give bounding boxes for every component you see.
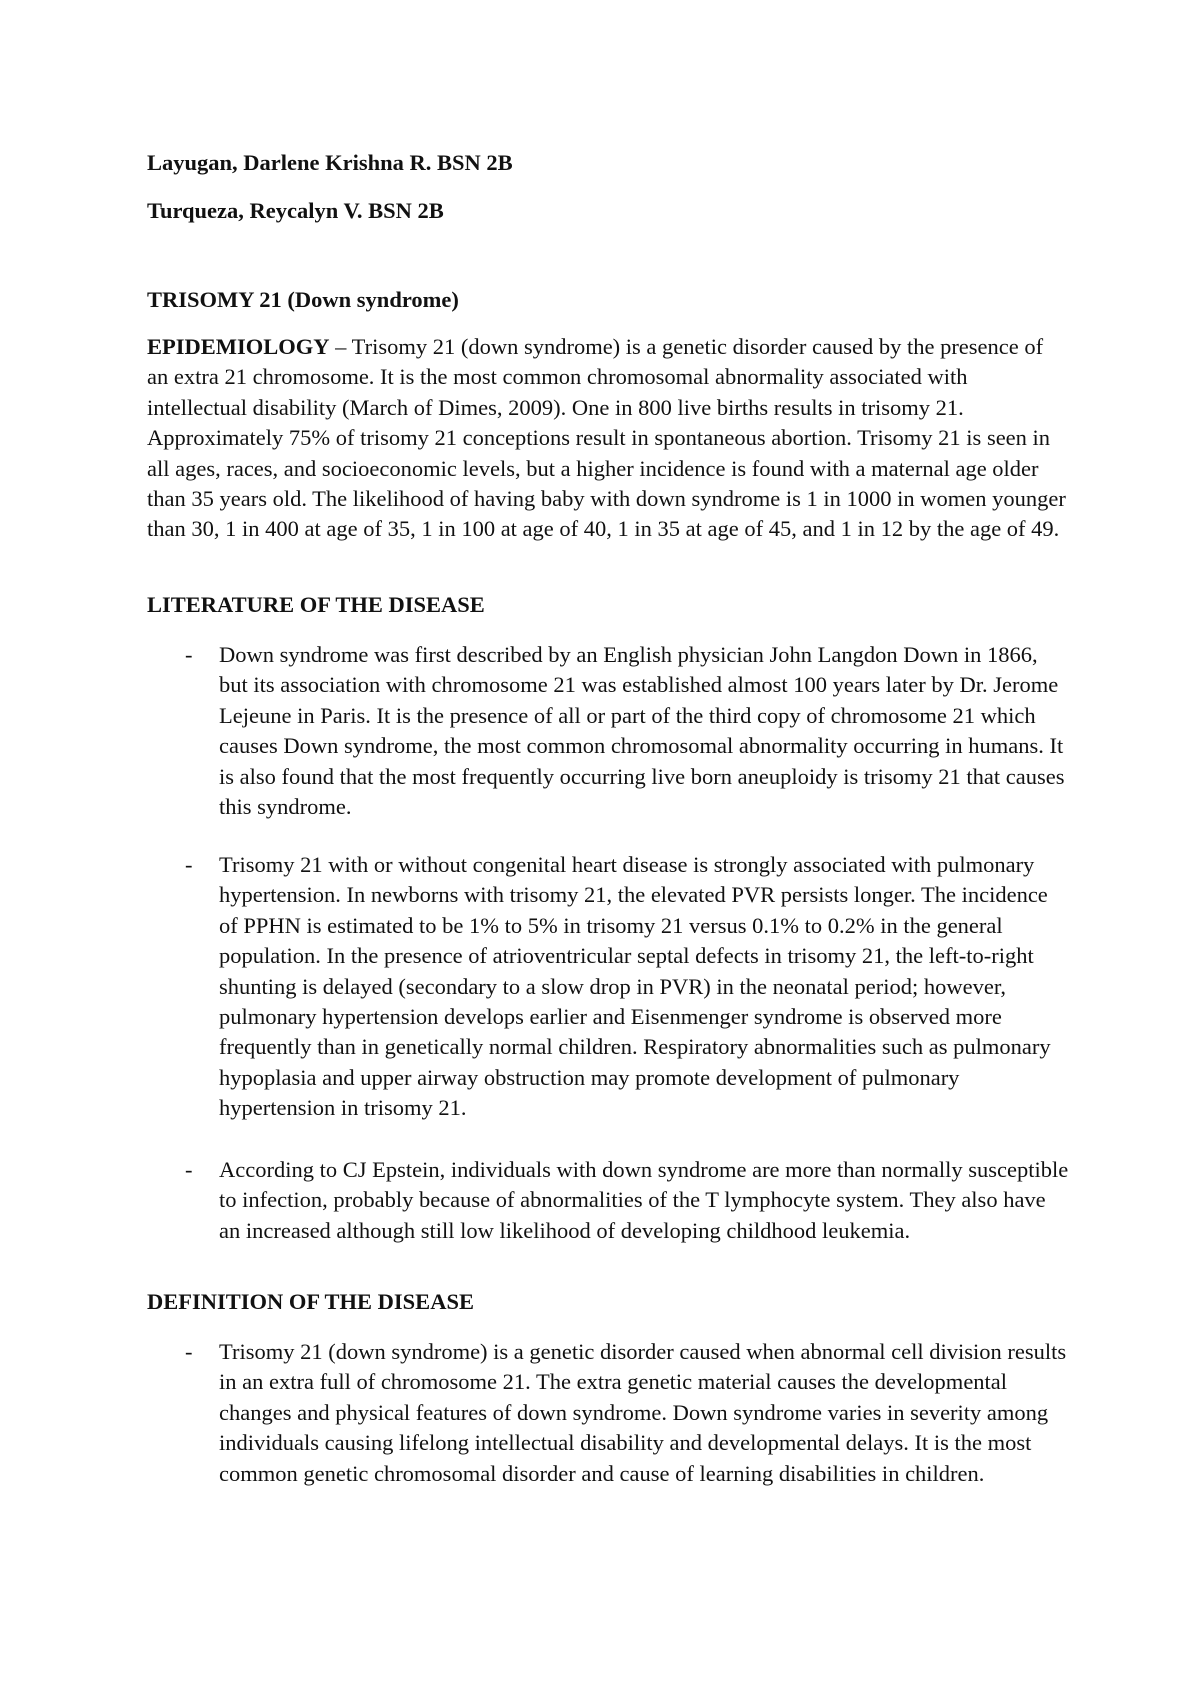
epidemiology-label: EPIDEMIOLOGY — [147, 334, 330, 359]
literature-item-text: Trisomy 21 with or without congenital heart disease is strongly associated with pulmonary hypertension. In newborns with trisomy 21, the elevated PVR persists longer. The incidence of PPHN is estimated to be 1% to 5% in trisomy 21 versus 0.1% to 0.2% in the general population. In the presence of atrioventricular septal defects in trisomy 21, the left-to-right shunting is delayed (secondary to a slow drop in PVR) in the neonatal period; however, pulmonary hypertension develops earlier and Eisenmenger syndrome is observed more frequently than in genetically normal children. Respiratory abnormalities such as pulmonary hypoplasia and upper airway obstruction may promote development of pulmonary hypertension in trisomy 21. — [219, 852, 1051, 1121]
definition-item — [147, 1337, 1067, 1489]
author-line-2: Turqueza, Reycalyn V. BSN 2B — [147, 198, 444, 223]
bullet-dash: - — [185, 1339, 193, 1364]
bullet-dash: - — [185, 852, 193, 877]
literature-heading: LITERATURE OF THE DISEASE — [147, 592, 485, 617]
epidemiology-paragraph — [147, 332, 1067, 545]
literature-item — [147, 640, 1067, 822]
definition-item-text: Trisomy 21 (down syndrome) is a genetic disorder caused when abnormal cell division results in an extra full of chromosome 21. The extra genetic material causes the developmental changes and physical features of down syndrome. Down syndrome varies in severity among individuals causing lifelong intellectual disability and developmental delays. It is the most common genetic chromosomal disorder and cause of learning disabilities in children. — [219, 1339, 1067, 1486]
bullet-dash: - — [185, 642, 193, 667]
literature-item — [147, 1155, 1067, 1246]
definition-heading: DEFINITION OF THE DISEASE — [147, 1289, 474, 1314]
epidemiology-text: – Trisomy 21 (down syndrome) is a genetic disorder caused by the presence of an extra 21 chromosome. It is the most common chromosomal abnormality associated with intellectual disability (March of Dimes, 2009). One in 800 live births results in trisomy 21. Approximately 75% of trisomy 21 conceptions result in spontaneous abortion. Trisomy 21 is seen in all ages, races, and socioeconomic levels, but a higher incidence is found with a maternal age older than 35 years old. The likelihood of having baby with down syndrome is 1 in 1000 in women younger than 30, 1 in 400 at age of 35, 1 in 100 at age of 40, 1 in 35 at age of 45, and 1 in 12 by the age of 49. — [147, 334, 1066, 542]
document-title: TRISOMY 21 (Down syndrome) — [147, 287, 459, 312]
bullet-dash: - — [185, 1157, 193, 1182]
literature-item — [147, 850, 1067, 1124]
author-line-1: Layugan, Darlene Krishna R. BSN 2B — [147, 150, 513, 175]
literature-item-text: According to CJ Epstein, individuals with down syndrome are more than normally susceptible to infection, probably because of abnormalities of the T lymphocyte system. They also have an increased although still low likelihood of developing childhood leukemia. — [219, 1157, 1069, 1243]
literature-item-text: Down syndrome was first described by an English physician John Langdon Down in 1866, but its association with chromosome 21 was established almost 100 years later by Dr. Jerome Lejeune in Paris. It is the presence of all or part of the third copy of chromosome 21 which causes Down syndrome, the most common chromosomal abnormality occurring in humans. It is also found that the most frequently occurring live born aneuploidy is trisomy 21 that causes this syndrome. — [219, 642, 1065, 820]
